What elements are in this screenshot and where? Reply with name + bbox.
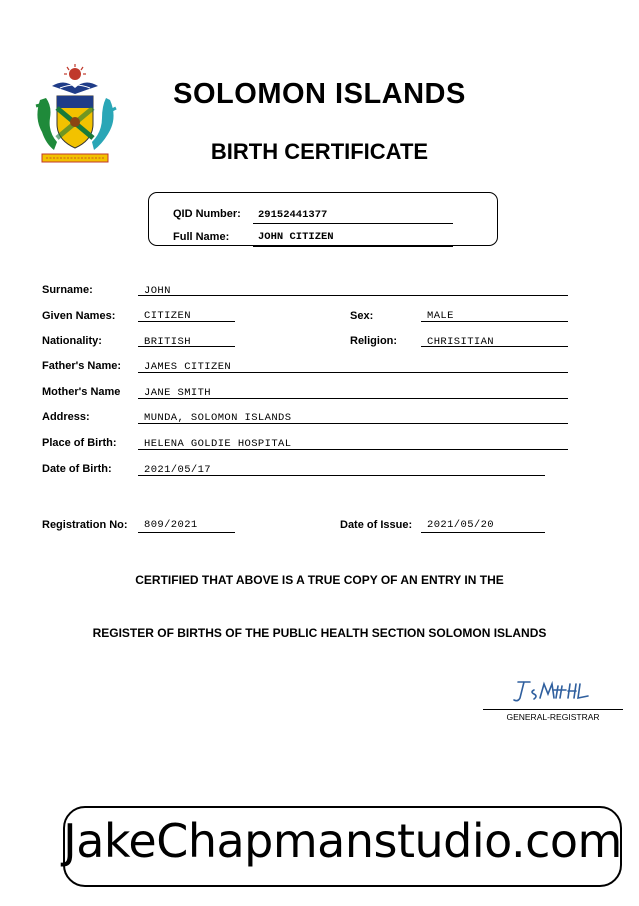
address-label: Address: <box>42 411 90 423</box>
registrar-title: GENERAL-REGISTRAR <box>506 712 600 722</box>
mother-value: JANE SMITH <box>144 387 212 399</box>
full-name-value: JOHN CITIZEN <box>258 231 334 243</box>
date-of-issue-label: Date of Issue: <box>340 519 413 531</box>
nationality-value: BRITISH <box>144 336 191 348</box>
registration-no-label: Registration No: <box>42 519 128 531</box>
country-title: SOLOMON ISLANDS <box>173 78 466 110</box>
surname-label: Surname: <box>42 284 93 296</box>
religion-label: Religion: <box>350 335 398 347</box>
watermark-text: JakeChapmanstudio.com <box>63 814 622 868</box>
date-of-birth-value: 2021/05/17 <box>144 464 212 476</box>
certification-line-1: CERTIFIED THAT ABOVE IS A TRUE COPY OF AN ENTRY IN THE <box>135 573 504 587</box>
surname-line <box>138 280 568 296</box>
sex-value: MALE <box>427 310 454 322</box>
surname-value: JOHN <box>144 285 171 297</box>
religion-value: CHRISITIAN <box>427 336 495 348</box>
address-value: MUNDA, SOLOMON ISLANDS <box>144 412 292 424</box>
place-of-birth-value: HELENA GOLDIE HOSPITAL <box>144 438 292 450</box>
sex-label: Sex: <box>350 310 374 322</box>
full-name-label: Full Name: <box>173 231 230 243</box>
document-title: BIRTH CERTIFICATE <box>210 139 429 164</box>
given-names-value: CITIZEN <box>144 310 191 322</box>
mother-label: Mother's Name <box>42 386 121 398</box>
certification-line-2: REGISTER OF BIRTHS OF THE PUBLIC HEALTH SECTION SOLOMON ISLANDS <box>92 626 547 640</box>
date-of-birth-label: Date of Birth: <box>42 463 112 475</box>
qid-label: QID Number: <box>173 208 241 220</box>
father-value: JAMES CITIZEN <box>144 361 232 373</box>
signature-line <box>483 709 623 710</box>
registration-no-value: 809/2021 <box>144 519 198 531</box>
father-label: Father's Name: <box>42 360 122 372</box>
nationality-label: Nationality: <box>42 335 102 347</box>
given-names-label: Given Names: <box>42 310 116 322</box>
registrar-signature-icon <box>510 676 592 706</box>
date-of-issue-value: 2021/05/20 <box>427 519 495 531</box>
qid-value: 29152441377 <box>258 209 328 221</box>
place-of-birth-label: Place of Birth: <box>42 437 117 449</box>
